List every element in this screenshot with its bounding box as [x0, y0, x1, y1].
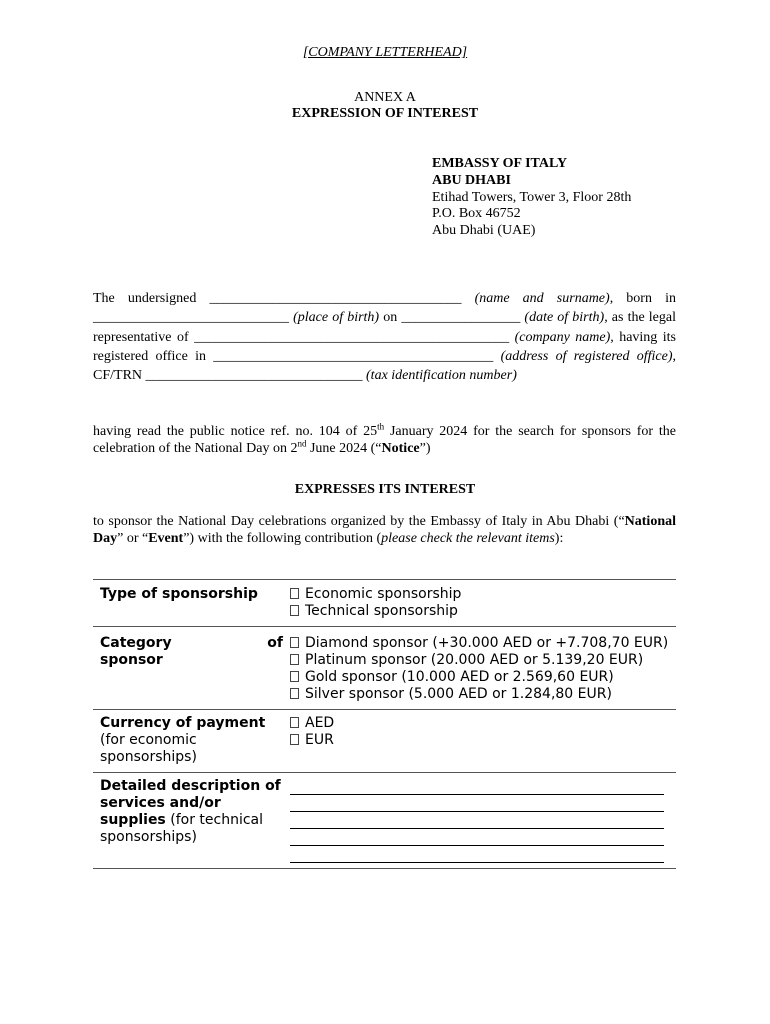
- currency-label: Currency of payment (for economic sponsorships): [100, 715, 266, 765]
- type-row: [93, 580, 676, 627]
- para3-text-1: to sponsor the National Day celebrations organized by the Embassy of Italy in Abu Dhabi (“: [93, 514, 625, 529]
- para2-text-3: June 2024 (“: [306, 440, 382, 456]
- expresses-interest-heading: EXPRESSES ITS INTEREST: [294, 482, 476, 497]
- category-option-gold[interactable]: Gold sponsor (10.000 AED or 2.569,60 EUR): [290, 669, 669, 686]
- recipient-name: EMBASSY OF ITALY: [432, 156, 568, 171]
- para1-text-3: on _________________: [379, 310, 525, 326]
- currency-option-aed[interactable]: AED: [290, 715, 669, 732]
- category-option-platinum[interactable]: Platinum sponsor (20.000 AED or 5.139,20 EUR): [290, 652, 669, 669]
- para3-national-day-term: National Day: [93, 514, 676, 546]
- category-row: [93, 627, 676, 710]
- currency-row: [93, 710, 676, 773]
- checkbox-icon[interactable]: [290, 605, 299, 616]
- checkbox-icon[interactable]: [290, 717, 299, 728]
- checkbox-icon[interactable]: [290, 637, 299, 648]
- category-option-diamond[interactable]: Diamond sponsor (+30.000 AED or +7.708,70 EUR): [290, 635, 669, 652]
- para1-hint-name: (name and surname): [474, 291, 610, 306]
- detail-line[interactable]: [290, 812, 664, 829]
- detail-line[interactable]: [290, 778, 664, 795]
- para1-hint-company: (company name): [514, 329, 611, 345]
- para3-instruction: please check the relevant items: [381, 530, 555, 546]
- checkbox-icon[interactable]: [290, 688, 299, 699]
- undersigned-paragraph: [93, 289, 676, 385]
- para3-event-term: Event: [148, 530, 184, 546]
- para2-sup-1: th: [377, 421, 385, 432]
- para2-text-2: January 2024 for the search for sponsors for the celebration of the National Day on 2: [93, 424, 677, 456]
- para1-hint-birthplace: (place of birth): [293, 310, 380, 326]
- checkbox-icon[interactable]: [290, 588, 299, 599]
- type-option-economic[interactable]: Economic sponsorship: [290, 586, 669, 603]
- recipient-po-box: P.O. Box 46752: [432, 206, 521, 222]
- recipient-street: Etihad Towers, Tower 3, Floor 28th: [432, 189, 632, 205]
- category-option-silver[interactable]: Silver sponsor (5.000 AED or 1.284,80 EUR): [290, 686, 669, 703]
- para3-text-4: ):: [554, 530, 564, 546]
- detail-line[interactable]: [290, 829, 664, 846]
- recipient-country: Abu Dhabi (UAE): [432, 223, 536, 239]
- para1-hint-tax-id: (tax identification number): [366, 368, 517, 384]
- type-label: Type of sponsorship: [100, 586, 258, 602]
- detail-row: [93, 773, 676, 869]
- category-options: [283, 627, 676, 710]
- category-label: Category of sponsor: [100, 635, 283, 668]
- company-letterhead-placeholder: [COMPANY LETTERHEAD]: [302, 45, 468, 60]
- checkbox-icon[interactable]: [290, 671, 299, 682]
- notice-paragraph: [93, 421, 677, 457]
- checkbox-icon[interactable]: [290, 734, 299, 745]
- document-title: EXPRESSION OF INTEREST: [291, 106, 479, 121]
- type-option-technical[interactable]: Technical sponsorship: [290, 603, 669, 620]
- detail-label: Detailed description of services and/or supplies (for technical sponsorships): [100, 778, 281, 845]
- para1-text-2: , born in ____________________________: [93, 291, 676, 326]
- para3-text-2: ” or “: [117, 530, 149, 546]
- para1-hint-birthdate: (date of birth): [524, 310, 605, 326]
- checkbox-icon[interactable]: [290, 654, 299, 665]
- para2-text-4: ”): [419, 440, 431, 456]
- sponsorship-paragraph: [93, 514, 676, 548]
- detail-line[interactable]: [290, 795, 664, 812]
- para2-sup-2: nd: [297, 437, 307, 448]
- detail-line[interactable]: [290, 846, 664, 863]
- sponsorship-table: [93, 579, 676, 869]
- type-options: [283, 580, 676, 627]
- para1-text-5: , having its registered office in ________________________________________: [93, 329, 676, 364]
- para1-hint-address: (address of registered office): [500, 348, 673, 364]
- para1-text-6: , CF/TRN _______________________________: [93, 348, 677, 384]
- para3-text-3: ”) with the following contribution (: [183, 530, 382, 546]
- para1-text-4: , as the legal representative of _____________________________________________: [93, 310, 676, 345]
- recipient-address: [432, 156, 732, 240]
- para2-notice-term: Notice: [381, 440, 420, 456]
- currency-options: [283, 710, 676, 773]
- para2-text-1: having read the public notice ref. no. 104 of 25: [93, 424, 378, 439]
- recipient-city: ABU DHABI: [432, 172, 511, 188]
- para1-text-1: The undersigned ____________________________________: [93, 291, 475, 306]
- detail-lines[interactable]: [283, 773, 676, 869]
- currency-option-eur[interactable]: EUR: [290, 732, 669, 749]
- annex-label: ANNEX A: [354, 90, 416, 105]
